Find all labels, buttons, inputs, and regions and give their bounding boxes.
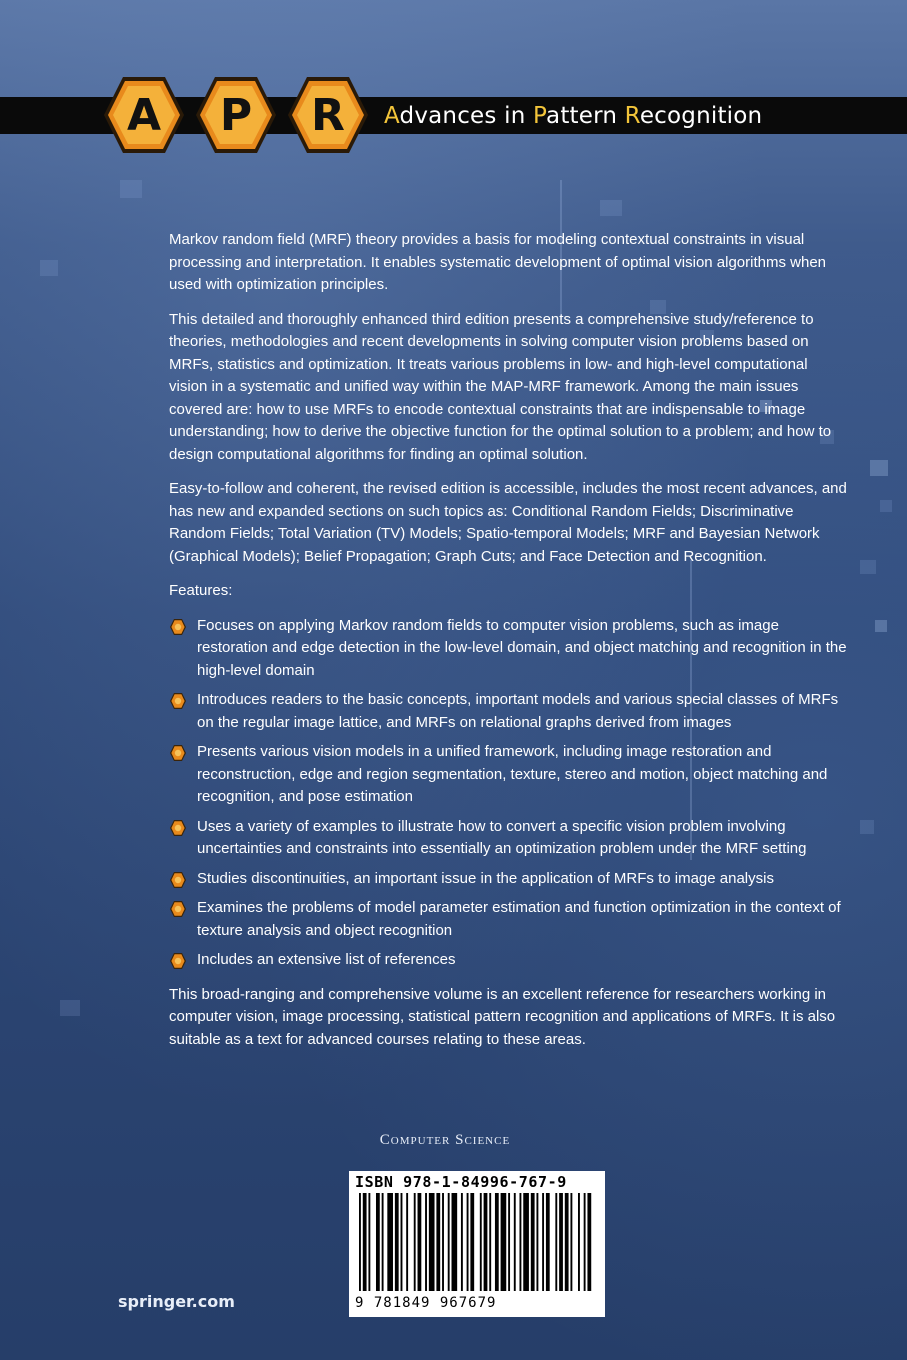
series-title-part: A: [384, 103, 400, 129]
series-logo-letter: P: [219, 89, 253, 141]
description-paragraph: Easy-to-follow and coherent, the revised edition is accessible, includes the most recent advances, and has new and expanded sections on such topics as: Conditional Random Fields; Discriminative Random Fields; Total Variation (TV) Models; Spatio-temporal Models; MRF and Bayesian Network (Graphical Models); Belief Propagation; Graph Cuts; and Face Detection and Recognition.: [169, 480, 847, 565]
book-description: [169, 229, 849, 1063]
hexagon-bullet-icon: [169, 871, 187, 889]
series-title: [384, 100, 762, 132]
features-list: [169, 615, 849, 972]
series-title-part: R: [624, 103, 640, 129]
background-square: [120, 180, 142, 198]
publisher-link[interactable]: springer.com: [118, 1292, 235, 1311]
feature-text: Examines the problems of model parameter estimation and function optimization in the context of texture analysis and object recognition: [197, 899, 841, 939]
hexagon-bullet-icon: [169, 618, 187, 636]
feature-item: [169, 689, 849, 734]
series-title-part: P: [532, 103, 547, 129]
feature-item: [169, 897, 849, 942]
hexagon-bullet-icon: [169, 692, 187, 710]
feature-text: Studies discontinuities, an important issue in the application of MRFs to image analysis: [197, 869, 774, 887]
background-square: [880, 500, 892, 512]
background-square: [600, 200, 622, 216]
feature-item: [169, 615, 849, 683]
background-square: [860, 560, 876, 574]
feature-text: Presents various vision models in a unified framework, including image restoration and reconstruction, edge and region segmentation, texture, stereo and motion, object matching and recognition, and pose estimation: [197, 743, 828, 805]
isbn-digits: 9 781849 967679: [355, 1295, 497, 1311]
feature-item: [169, 868, 849, 891]
background-square: [860, 820, 874, 834]
feature-item: [169, 816, 849, 861]
background-square: [870, 460, 888, 476]
background-square: [60, 1000, 80, 1016]
feature-text: Includes an extensive list of references: [197, 951, 456, 968]
series-logo-hexagon: [286, 73, 370, 157]
barcode-icon: [359, 1193, 595, 1291]
series-title-part: dvances in: [399, 103, 533, 129]
hexagon-bullet-icon: [169, 952, 187, 970]
isbn-label: ISBN 978-1-84996-767-9: [355, 1173, 567, 1191]
feature-text: Focuses on applying Markov random fields to computer vision problems, such as image restoration and edge detection in the low-level domain, and object matching and recognition in the high-level domain: [197, 616, 847, 679]
feature-item: [169, 949, 849, 972]
hexagon-bullet-icon: [169, 819, 187, 837]
description-paragraph: This detailed and thoroughly enhanced third edition presents a comprehensive study/reference to theories, methodologies and recent developments in solving computer vision problems based on MRFs, statistics and optimization. It treats various problems in low- and high-level computational vision in a systematic and unified way within the MAP-MRF framework. Among the main issues covered are: how to use MRFs to encode contextual constraints that are indispensable to image understanding; how to derive the objective function for the optimal solution to a problem; and how to design computational algorithms for finding an optimal solution.: [169, 310, 832, 463]
series-logo-letter: A: [126, 89, 162, 141]
series-title-part: ecognition: [639, 103, 763, 129]
series-logo-hexagon: [194, 73, 278, 157]
hexagon-bullet-icon: [169, 900, 187, 918]
closing-paragraph: This broad-ranging and comprehensive volume is an excellent reference for researchers working in computer vision, image processing, statistical pattern recognition and applications of MRFs. It is also suitable as a text for advanced courses relating to these areas.: [169, 985, 836, 1048]
series-logo-letter: R: [311, 89, 345, 141]
subject-category: Computer Science: [379, 1132, 511, 1148]
feature-item: [169, 741, 849, 809]
series-logo-hexagon: [102, 73, 186, 157]
description-paragraph: Markov random field (MRF) theory provides a basis for modeling contextual constraints in visual processing and interpretation. It enables systematic development of optimal vision algorithms when used with optimization principles.: [169, 231, 827, 293]
feature-text: Introduces readers to the basic concepts, important models and various special classes of MRFs on the regular image lattice, and MRFs on relational graphs derived from images: [197, 691, 839, 731]
isbn-barcode: [349, 1171, 605, 1317]
series-title-part: attern: [546, 103, 625, 129]
background-square: [875, 620, 887, 632]
feature-text: Uses a variety of examples to illustrate how to convert a specific vision problem involving uncertainties and constraints into essentially an optimization problem under the MRF setting: [197, 817, 807, 857]
hexagon-bullet-icon: [169, 744, 187, 762]
features-heading: Features:: [169, 582, 233, 599]
background-square: [40, 260, 58, 276]
